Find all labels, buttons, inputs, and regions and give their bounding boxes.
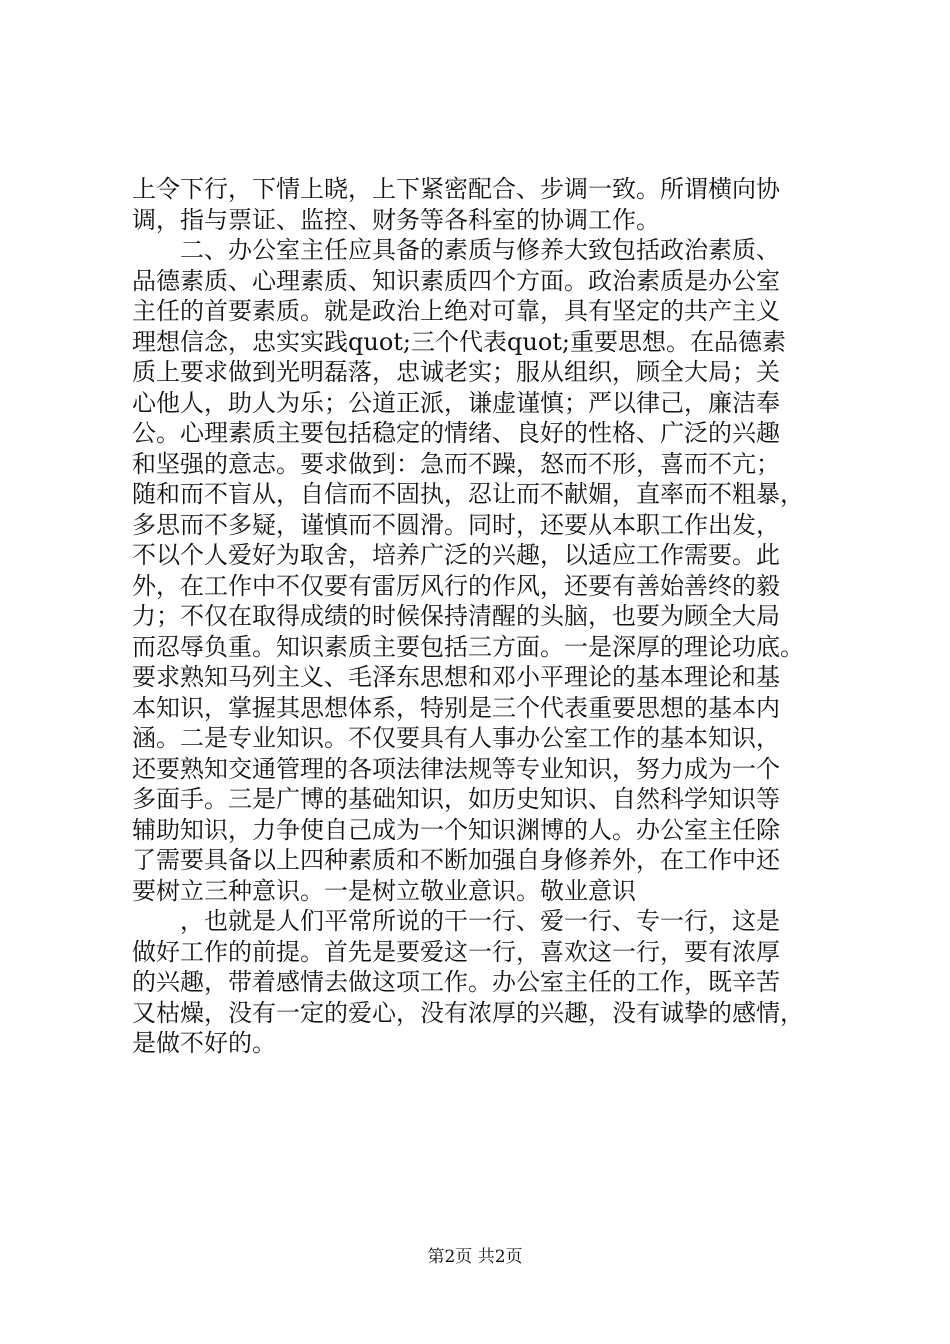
text-line: 了需要具备以上四种素质和不断加强自身修养外，在工作中还 <box>132 846 780 874</box>
text-line: 品德素质、心理素质、知识素质四个方面。政治素质是办公室 <box>132 266 780 295</box>
text-line: 理想信念，忠实实践quot;三个代表quot;重要思想。在品德素 <box>132 327 786 356</box>
text-line: 力；不仅在取得成绩的时候保持清醒的头脑，也要为顾全大局 <box>132 602 780 630</box>
text-line: 多思而不多疑，谨慎而不圆滑。同时，还要从本职工作出发， <box>132 510 780 539</box>
text-line: 上令下行，下情上晓，上下紧密配合、步调一致。所谓横向协 <box>132 175 780 203</box>
text-line: 要树立三种意识。一是树立敬业意识。敬业意识 <box>132 876 636 905</box>
text-line: 是做不好的。 <box>132 1029 276 1057</box>
text-line: 公。心理素质主要包括稳定的情绪、良好的性格、广泛的兴趣 <box>132 419 780 447</box>
text-line: 的兴趣，带着感情去做这项工作。办公室主任的工作，既辛苦 <box>132 968 780 996</box>
text-line: 心他人，助人为乐；公道正派，谦虚谨慎；严以律己，廉洁奉 <box>132 388 780 417</box>
text-line: 二、办公室主任应具备的素质与修养大致包括政治素质、 <box>132 236 780 264</box>
text-line: 还要熟知交通管理的各项法律法规等专业知识，努力成为一个 <box>132 754 780 783</box>
text-line: 多面手。三是广博的基础知识，如历史知识、自然科学知识等 <box>132 785 780 813</box>
text-line: 调，指与票证、监控、财务等各科室的协调工作。 <box>132 205 660 234</box>
text-line: 质上要求做到光明磊落，忠诚老实；服从组织，顾全大局；关 <box>132 358 780 386</box>
text-line: 外，在工作中不仅要有雷厉风行的作风，还要有善始善终的毅 <box>132 571 780 600</box>
text-line: 要求熟知马列主义、毛泽东思想和邓小平理论的基本理论和基 <box>132 663 780 691</box>
text-line: 而忍辱负重。知识素质主要包括三方面。一是深厚的理论功底。 <box>132 632 804 661</box>
text-line: 主任的首要素质。就是政治上绝对可靠，具有坚定的共产主义 <box>132 297 780 325</box>
text-line: 本知识，掌握其思想体系，特别是三个代表重要思想的基本内 <box>132 693 780 722</box>
text-line: 随和而不盲从，自信而不固执，忍让而不献媚，直率而不粗暴， <box>132 480 804 508</box>
text-line: 又枯燥，没有一定的爱心，没有浓厚的兴趣，没有诚挚的感情， <box>132 998 804 1027</box>
text-line: 涵。二是专业知识。不仅要具有人事办公室工作的基本知识， <box>132 724 780 752</box>
text-line: 做好工作的前提。首先是要爱这一行，喜欢这一行，要有浓厚 <box>132 937 780 966</box>
body-text <box>132 174 852 1059</box>
text-line: 和坚强的意志。要求做到：急而不躁，怒而不形，喜而不亢； <box>132 449 780 478</box>
page-footer: 第2页 共2页 <box>427 1247 523 1267</box>
text-line: 辅助知识，力争使自己成为一个知识渊博的人。办公室主任除 <box>132 815 780 844</box>
text-line: ，也就是人们平常所说的干一行、爱一行、专一行，这是 <box>132 907 780 935</box>
text-line: 不以个人爱好为取舍，培养广泛的兴趣，以适应工作需要。此 <box>132 541 780 569</box>
